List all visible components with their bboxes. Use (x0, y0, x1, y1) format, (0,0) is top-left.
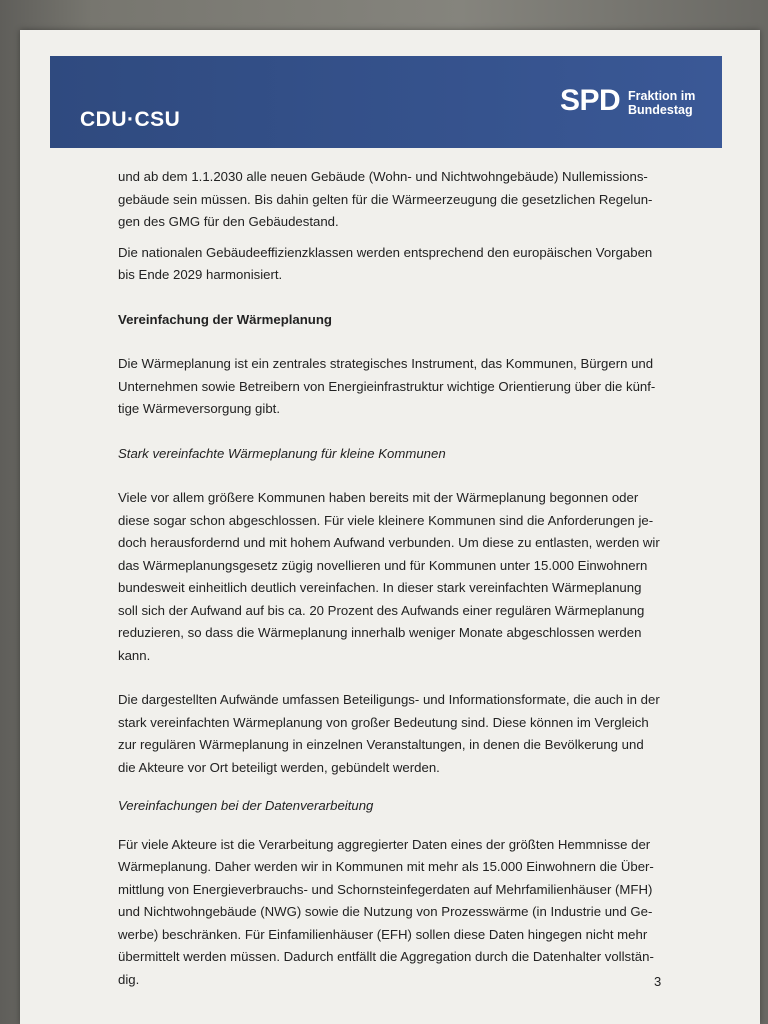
document-page (20, 30, 760, 1024)
subheading-kleine-kommunen: Stark vereinfachte Wärmeplanung für kleine Kommunen (118, 445, 446, 461)
heading-vereinfachung-waermeplanung: Vereinfachung der Wärmeplanung (118, 311, 332, 327)
paragraph-datenverarbeitung: Für viele Akteure ist die Verarbeitung aggregierter Daten eines der größten Hemmnisse der Wärmeplanung. Daher werden wir in Kommunen mit mehr als 15.000 Einwohnern die Übermittlung von Energieverbrauchs- und Schornsteinfegerdaten auf Mehrfamilienhäuser (MFH) und Nichtwohngebäude (NWG) sowie die Nutzung von Prozesswärme (in Industrie und Gewerbe) beschränken. Für Einfamilienhäuser (EFH) sollen diese Daten hingegen nicht mehr übermittelt werden müssen. Dadurch entfällt die Aggregation durch die Datenhalter vollständig. (118, 836, 654, 987)
paragraph-waermeplanung-instrument: Die Wärmeplanung ist ein zentrales strategisches Instrument, das Kommunen, Bürgern und Unternehmen sowie Betreibern von Energieinfrastruktur wichtige Orientierung über die künftige Wärmeversorgung gibt. (118, 356, 656, 416)
paragraph-kleine-kommunen: Viele vor allem größere Kommunen haben bereits mit der Wärmeplanung begonnen oder diese sogar schon abgeschlossen. Für viele kleinere Kommunen sind die Anforderungen jedoch herausfordernd und mit hohem Aufwand verbunden. Um diese zu entlasten, werden wir das Wärmeplanungsgesetz zügig novellieren und für Kommunen unter 15.000 Einwohnern bundesweit einheitlich deutlich vereinfachen. In dieser stark vereinfachten Wärmeplanung soll sich der Aufwand auf bis ca. 20 Prozent des Aufwands einer regulären Wärmeplanung reduzieren, so dass die Wärmeplanung innerhalb weniger Monate abgeschlossen werden kann. (118, 490, 660, 663)
paragraph-aufwaende: Die dargestellten Aufwände umfassen Beteiligungs- und Informationsformate, die auch in der stark vereinfachten Wärmeplanung von großer Bedeutung sind. Diese können im Vergleich zur regulären Wärmeplanung in einzelnen Veranstaltungen, in denen die Bevölkerung und die Akteure vor Ort beteiligt werden, gebündelt werden. (118, 692, 660, 775)
page-number: 3 (654, 974, 662, 989)
fraktion-line-1: Fraktion im (628, 89, 696, 103)
fraktion-label (628, 89, 695, 117)
paragraph-nullemission: und ab dem 1.1.2030 alle neuen Gebäude (Wohn- und Nichtwohngebäude) Nullemissionsgebäude sein müssen. Bis dahin gelten für die Wärmeerzeugung die gesetzlichen Regelungen des GMG für den Gebäudestand. (118, 169, 653, 229)
subheading-datenverarbeitung: Vereinfachungen bei der Datenverarbeitung (118, 798, 374, 813)
header-banner (50, 56, 722, 148)
fraktion-line-2: Bundestag (628, 103, 693, 117)
document-body (118, 166, 663, 991)
spd-logo-text: SPD (560, 84, 621, 117)
paragraph-effizienzklassen: Die nationalen Gebäudeeffizienzklassen werden entsprechend den europäischen Vorgaben bis Ende 2029 harmonisiert. (118, 244, 653, 282)
cdu-csu-logo-text: CDU·CSU (80, 108, 181, 131)
